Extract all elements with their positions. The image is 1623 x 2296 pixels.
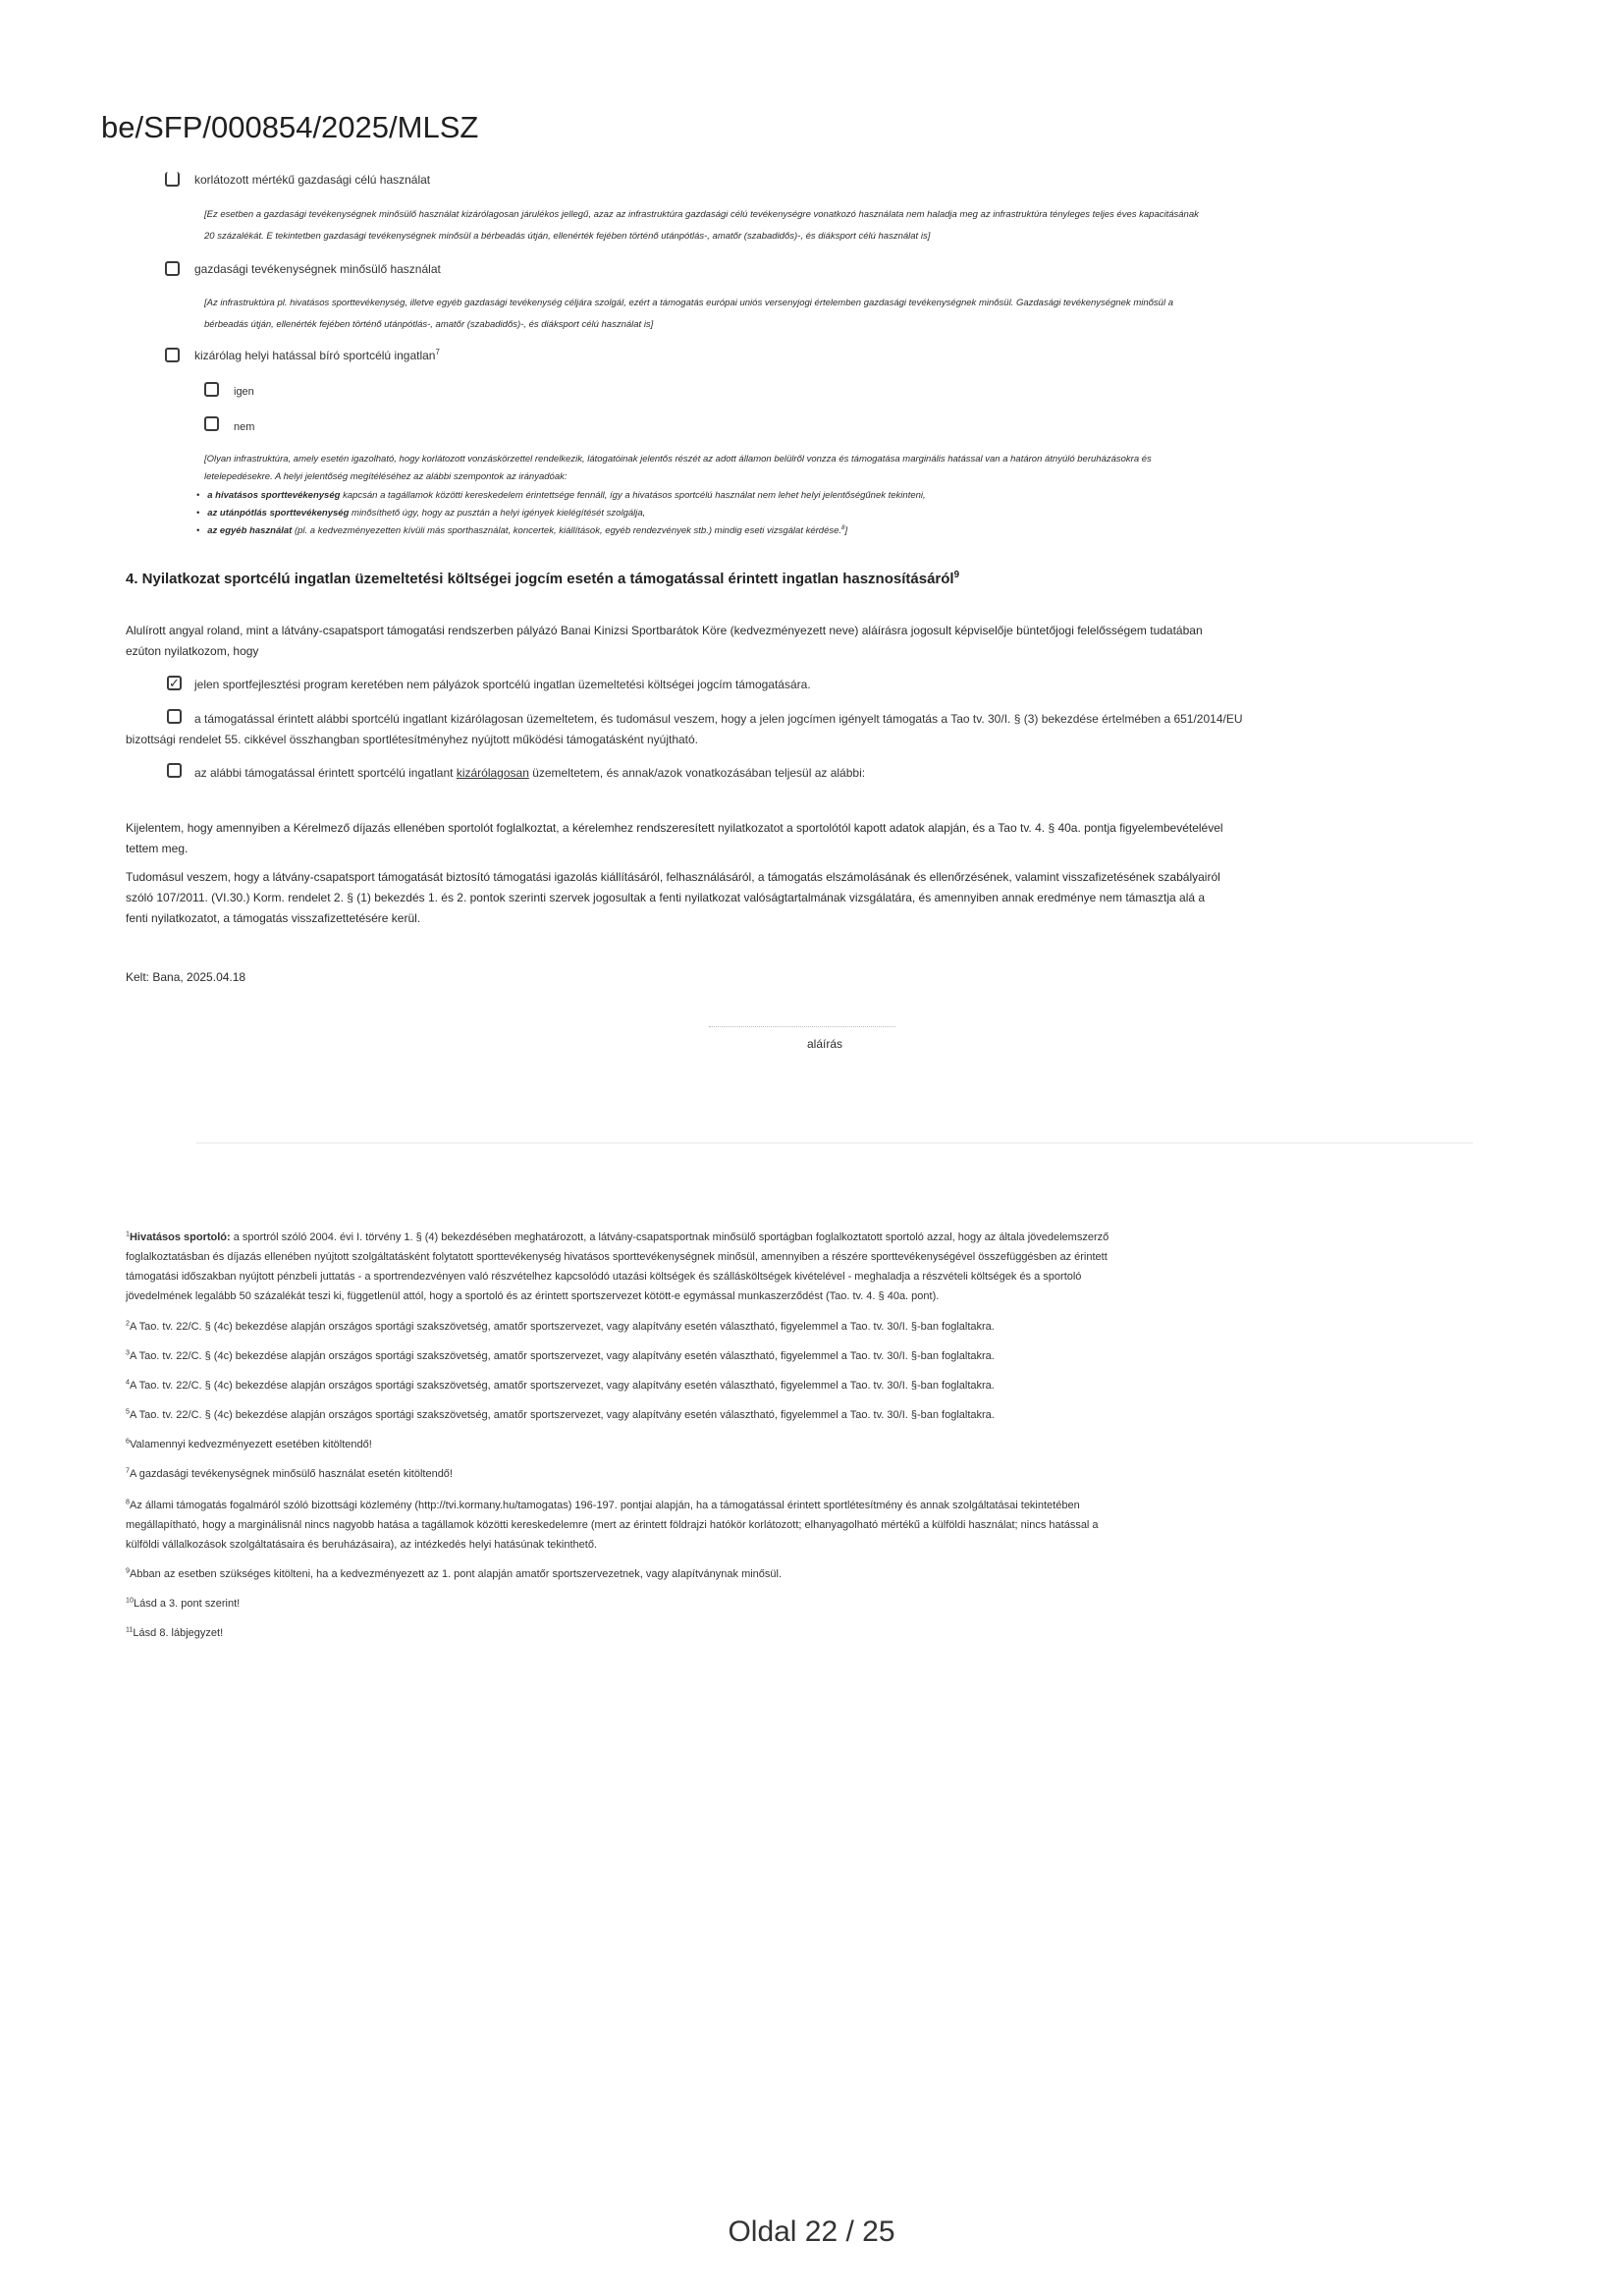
footnote-4: $^4$A Tao. tv. 22/C. § (4c) bekezdése alapján országos sportági szakszövetség, amatőr sportszervezet, vagy alapítvány esetén választható, figyelemmel a Tao. tv. 30/I. §-ban foglaltakra. (126, 1378, 995, 1392)
page-number: Oldal 22 / 25 (728, 2215, 895, 2248)
bullet-2: • az utánpótlás sporttevékenység minősíthető úgy, hogy az pusztán a helyi igények kielégítését szolgálja, (196, 508, 646, 519)
checkbox-gazdasagi[interactable] (165, 261, 180, 276)
check-mark-icon: ✓ (169, 676, 180, 690)
option-nem-label: nem (234, 421, 255, 433)
intro-line2: ezúton nyilatkozom, hogy (126, 644, 259, 658)
scan-artifact (196, 1142, 1473, 1144)
checkbox-no-apply[interactable] (167, 676, 182, 690)
checkbox-korlatozott[interactable] (165, 172, 180, 187)
footnote-2: $^2$A Tao. tv. 22/C. § (4c) bekezdése alapján országos sportági szakszövetség, amatőr sportszervezet, vagy alapítvány esetén választható, figyelemmel a Tao. tv. 30/I. §-ban foglaltakra. (126, 1319, 995, 1333)
footnote-9: $^9$Abban az esetben szükséges kitölteni, ha a kedvezményezett az 1. pont alapján amatőr sportszervezetnek, vagy alapítványnak minősül. (126, 1566, 783, 1580)
note2-line1: [Az infrastruktúra pl. hivatásos sporttevékenység, illetve egyéb gazdasági tevékenység céljára szolgál, ezért a támogatás európai uniós versenyjogi értelemben gazdasági tevékenységnek minősül. Gazdasági tevékenységnek minősül a (204, 298, 1173, 308)
note2-line2: bérbeadás útján, ellenérték fejében történő utánpótlás-, amatőr (szabadidős)-, és diáksport célú használat is] (204, 319, 654, 330)
note3-line2: letelepedésekre. A helyi jelentőség megítéléséhez az alábbi szempontok az irányadóak: (204, 471, 568, 482)
checkbox-exclusive-operate[interactable] (167, 709, 182, 724)
check2-line2: bizottsági rendelet 55. cikkével összhangban sportlétesítményhez nyújtott működési támogatásként nyújtható. (126, 733, 699, 746)
bullet-3: • az egyéb használat (pl. a kedvezményezetten kívüli más sporthasználat, koncertek, kiállítások, egyéb rendezvények stb.) mindig eseti vizsgálat kérdése.$^8$] (196, 523, 848, 536)
footnote-1-line4: jövedelmének legalább 50 százalékát teszi ki, függetlenül attól, hogy a sportoló és az érintett sportszervezet kötött-e egymással munkaszerződést (Tao. tv. 4. § 40a. pont). (126, 1290, 940, 1302)
para2-line1: Tudomásul veszem, hogy a látvány-csapatsport támogatását biztosító támogatási igazolás kiállításáról, felhasználásáról, a támogatás elszámolásának és ellenőrzésének, valamint visszafizetésének szabályairól (126, 870, 1220, 884)
checkbox-exclusive-following[interactable] (167, 763, 182, 778)
checkbox-nem[interactable] (204, 416, 219, 431)
note3-line1: [Olyan infrastruktúra, amely esetén igazolható, hogy korlátozott vonzáskörzettel rendelkezik, látogatóinak jelentős részét az adott államon belülről vonzza és támogatása marginális hatással van a határon átnyúló beruházásokra és (204, 454, 1152, 465)
footnote-8-line3: külföldi vállalkozások szolgáltatásaira és beruházásaira), az intézkedés helyi hatásúnak tekinthető. (126, 1539, 597, 1551)
footnote-1-line2: foglalkoztatásban és díjazás ellenében nyújtott szolgáltatásként folytatott sporttevékenység hivatásos sporttevékenységnek minősül, amennyiben a részére sporttevékenységével összefüggésben az érintett (126, 1251, 1108, 1263)
option-korlatozott-label: korlátozott mértékű gazdasági célú használat (194, 173, 431, 187)
note1-line2: 20 százalékát. E tekintetben gazdasági tevékenységnek minősül a bérbeadás útján, ellenérték fejében történő utánpótlás-, amatőr (szabadidős)-, és diáksport célú használat is] (204, 231, 931, 242)
check1-label: jelen sportfejlesztési program keretében nem pályázok sportcélú ingatlan üzemeltetési költségei jogcím támogatására. (194, 678, 811, 691)
signature-label: aláírás (807, 1037, 843, 1051)
para1-line2: tettem meg. (126, 842, 189, 855)
kelt-date: Kelt: Bana, 2025.04.18 (126, 970, 246, 984)
footnote-1-line3: támogatási időszakban nyújtott pénzbeli juttatás - a sportrendezvényen való részvételhez kapcsolódó utazási költségek és szállásköltségek kivételével - meghaladja a részvételi költségek és a sportoló (126, 1271, 1082, 1283)
footnote-5: $^5$A Tao. tv. 22/C. § (4c) bekezdése alapján országos sportági szakszövetség, amatőr sportszervezet, vagy alapítvány esetén választható, figyelemmel a Tao. tv. 30/I. §-ban foglaltakra. (126, 1407, 995, 1421)
footnote-8-line2: megállapítható, hogy a marginálisnál nincs nagyobb hatása a tagállamok közötti kereskedelemre (mert az érintett földrajzi hatókör korlátozott; elhanyagolható mértékű a külföldi használat; nincs hatással a (126, 1519, 1099, 1531)
para2-line2: szóló 107/2011. (VI.30.) Korm. rendelet 2. § (1) bekezdés 1. és 2. pontok szerinti szervek jogosultak a fenti nyilatkozat valóságtartalmának vizsgálatára, és amennyiben annak eredménye nem támasztja alá a (126, 891, 1206, 904)
check2-line1: a támogatással érintett alábbi sportcélú ingatlant kizárólagosan üzemeltetem, és tudomásul veszem, hogy a jelen jogcímen igényelt támogatás a Tao tv. 30/I. § (3) bekezdése értelmében a 651/2014/EU (194, 712, 1243, 726)
footnote-3: $^3$A Tao. tv. 22/C. § (4c) bekezdése alapján országos sportági szakszövetség, amatőr sportszervezet, vagy alapítvány esetén választható, figyelemmel a Tao. tv. 30/I. §-ban foglaltakra. (126, 1348, 995, 1362)
checkbox-igen[interactable] (204, 382, 219, 397)
bullet-1: • a hivatásos sporttevékenység kapcsán a tagállamok közötti kereskedelem érintettsége fennáll, így a hivatásos sportcélú használat nem lehet helyi jelentőségűnek tekinteni, (196, 490, 926, 501)
footnote-1: $^1$Hivatásos sportoló: a sportról szóló 2004. évi I. törvény 1. § (4) bekezdésében meghatározott, a látvány-csapatsportnak minősülő sportágban foglalkoztatott sportoló azzal, hogy az általa jövedelemszerző (126, 1230, 1109, 1243)
footnote-7: $^7$A gazdasági tevékenységnek minősülő használat esetén kitöltendő! (126, 1466, 453, 1480)
intro-line1: Alulírott angyal roland, mint a látvány-csapatsport támogatási rendszerben pályázó Banai Kinizsi Sportbarátok Köre (kedvezményezett neve) aláírásra jogosult képviselője büntetőjogi felelősségem tudatában (126, 624, 1203, 637)
note1-line1: [Ez esetben a gazdasági tevékenységnek minősülő használat kizárólagosan járulékos jellegű, azaz az infrastruktúra gazdasági célú tevékenységre vonatkozó használata nem haladja meg az infrastruktúra tényleges teljes éves kapacitásának (204, 209, 1199, 220)
footnote-10: $^{10}$Lásd a 3. pont szerint! (126, 1596, 241, 1610)
para2-line3: fenti nyilatkozatot, a támogatás visszafizettetésére kerül. (126, 911, 421, 925)
option-gazdasagi-label: gazdasági tevékenységnek minősülő használat (194, 262, 441, 276)
signature-line (709, 1026, 895, 1027)
section-4-title: 4. Nyilatkozat sportcélú ingatlan üzemeltetési költségei jogcím esetén a támogatással érintett ingatlan hasznosításáról$^9$ (126, 570, 960, 587)
para1-line1: Kijelentem, hogy amennyiben a Kérelmező díjazás ellenében sportolót foglalkoztat, a kérelemhez rendszeresített nyilatkozatot a sportolótól kapott adatok alapján, és a Tao tv. 4. § 40a. pontja figyelembevételével (126, 821, 1223, 835)
option-igen-label: igen (234, 386, 254, 398)
document-id: be/SFP/000854/2025/MLSZ (101, 110, 479, 144)
check3-label: az alábbi támogatással érintett sportcélú ingatlant kizárólagosan üzemeltetem, és annak/azok vonatkozásában teljesül az alábbi: (194, 766, 866, 780)
checkbox-kizarolag[interactable] (165, 348, 180, 362)
option-kizarolag-label: kizárólag helyi hatással bíró sportcélú ingatlan$^7$ (194, 348, 440, 362)
footnote-11: $^{11}$Lásd 8. lábjegyzet! (126, 1625, 224, 1639)
footnote-6: $^6$Valamennyi kedvezményezett esetében kitöltendő! (126, 1437, 372, 1450)
footnote-8: $^8$Az állami támogatás fogalmáról szóló bizottsági közlemény (http://tvi.kormany.hu/tamogatas) 196-197. pontjai alapján, ha a támogatással érintett sportlétesítmény és annak szolgáltatásai tekintetében (126, 1498, 1080, 1511)
